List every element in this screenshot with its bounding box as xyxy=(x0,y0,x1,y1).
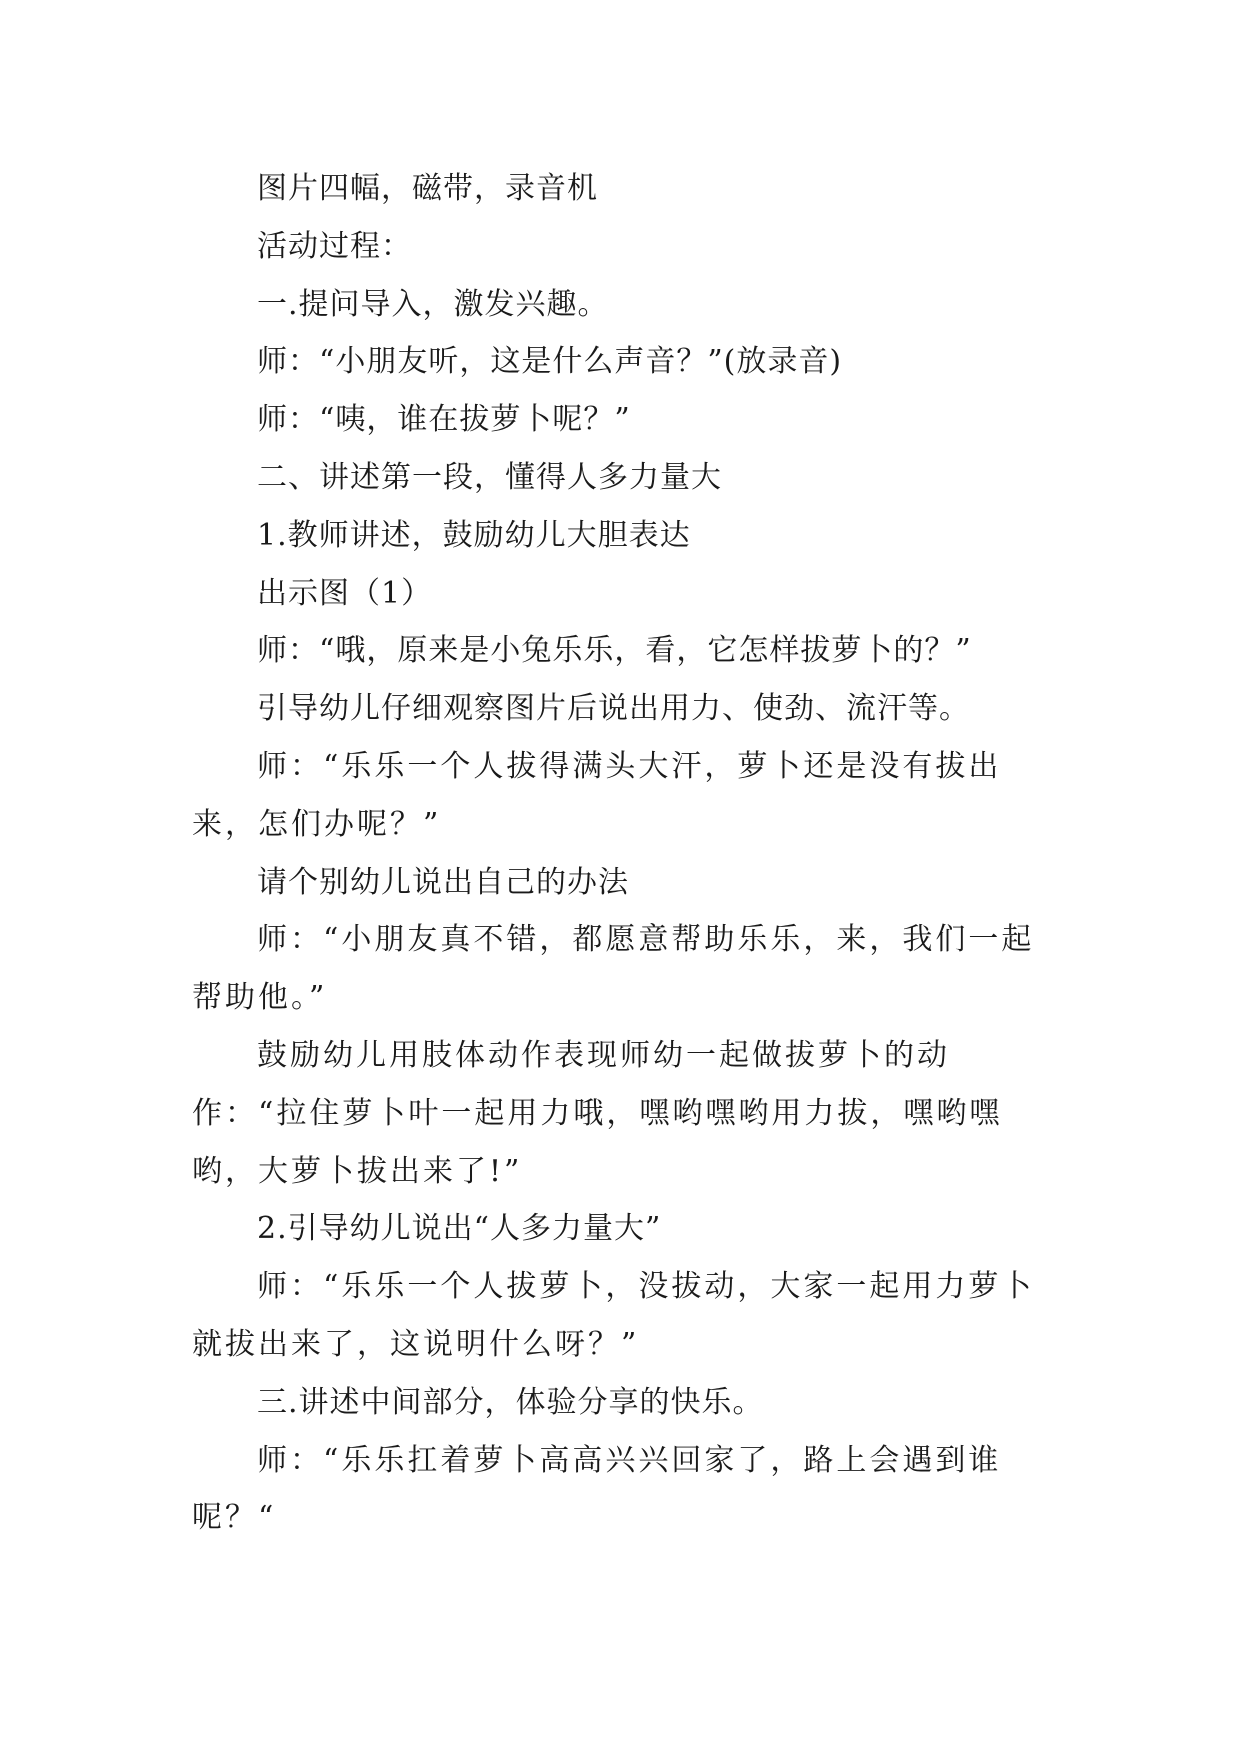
paragraph-teacher-way-home: 师：“乐乐扛着萝卜高高兴兴回家了，路上会遇到谁呢？“ xyxy=(192,1442,1002,1536)
paragraph-step-two: 2.引导幼儿说出“人多力量大” xyxy=(257,1211,662,1247)
paragraph-teacher-rabbit: 师：“哦，原来是小兔乐乐，看，它怎样拔萝卜的？” xyxy=(257,633,972,669)
paragraph-children-ideas: 请个别幼儿说出自己的办法 xyxy=(257,864,629,900)
paragraph-show-picture: 出示图（1） xyxy=(257,575,433,611)
document-body xyxy=(192,160,1052,1547)
paragraph-process-heading: 活动过程： xyxy=(257,228,412,264)
paragraph-teacher-help: 师：“小朋友真不错，都愿意帮助乐乐，来，我们一起帮助他。” xyxy=(192,922,1035,1016)
paragraph-section-three: 三.讲述中间部分，体验分享的快乐。 xyxy=(257,1384,764,1420)
paragraph-teacher-question-who: 师：“咦，谁在拔萝卜呢？” xyxy=(257,402,631,438)
paragraph-section-two: 二、讲述第一段，懂得人多力量大 xyxy=(257,459,722,495)
paragraph-body-movement: 鼓励幼儿用肢体动作表现师幼一起做拔萝卜的动作：“拉住萝卜叶一起用力哦，嘿哟嘿哟用力拔，嘿哟嘿哟，大萝卜拔出来了!” xyxy=(192,1037,1003,1189)
paragraph-teacher-sweat: 师：“乐乐一个人拔得满头大汗，萝卜还是没有拔出来，怎们办呢？” xyxy=(192,748,1002,842)
paragraph-step-one: 1.教师讲述，鼓励幼儿大胆表达 xyxy=(257,517,691,553)
paragraph-materials: 图片四幅，磁带，录音机 xyxy=(257,171,598,206)
paragraph-section-one: 一.提问导入，激发兴趣。 xyxy=(257,286,609,322)
paragraph-guide-observe: 引导幼儿仔细观察图片后说出用力、使劲、流汗等。 xyxy=(257,691,970,727)
paragraph-teacher-strength: 师：“乐乐一个人拔萝卜，没拔动，大家一起用力萝卜就拔出来了，这说明什么呀？” xyxy=(192,1269,1035,1362)
paragraph-teacher-question-sound: 师：“小朋友听，这是什么声音？”(放录音) xyxy=(257,344,843,380)
